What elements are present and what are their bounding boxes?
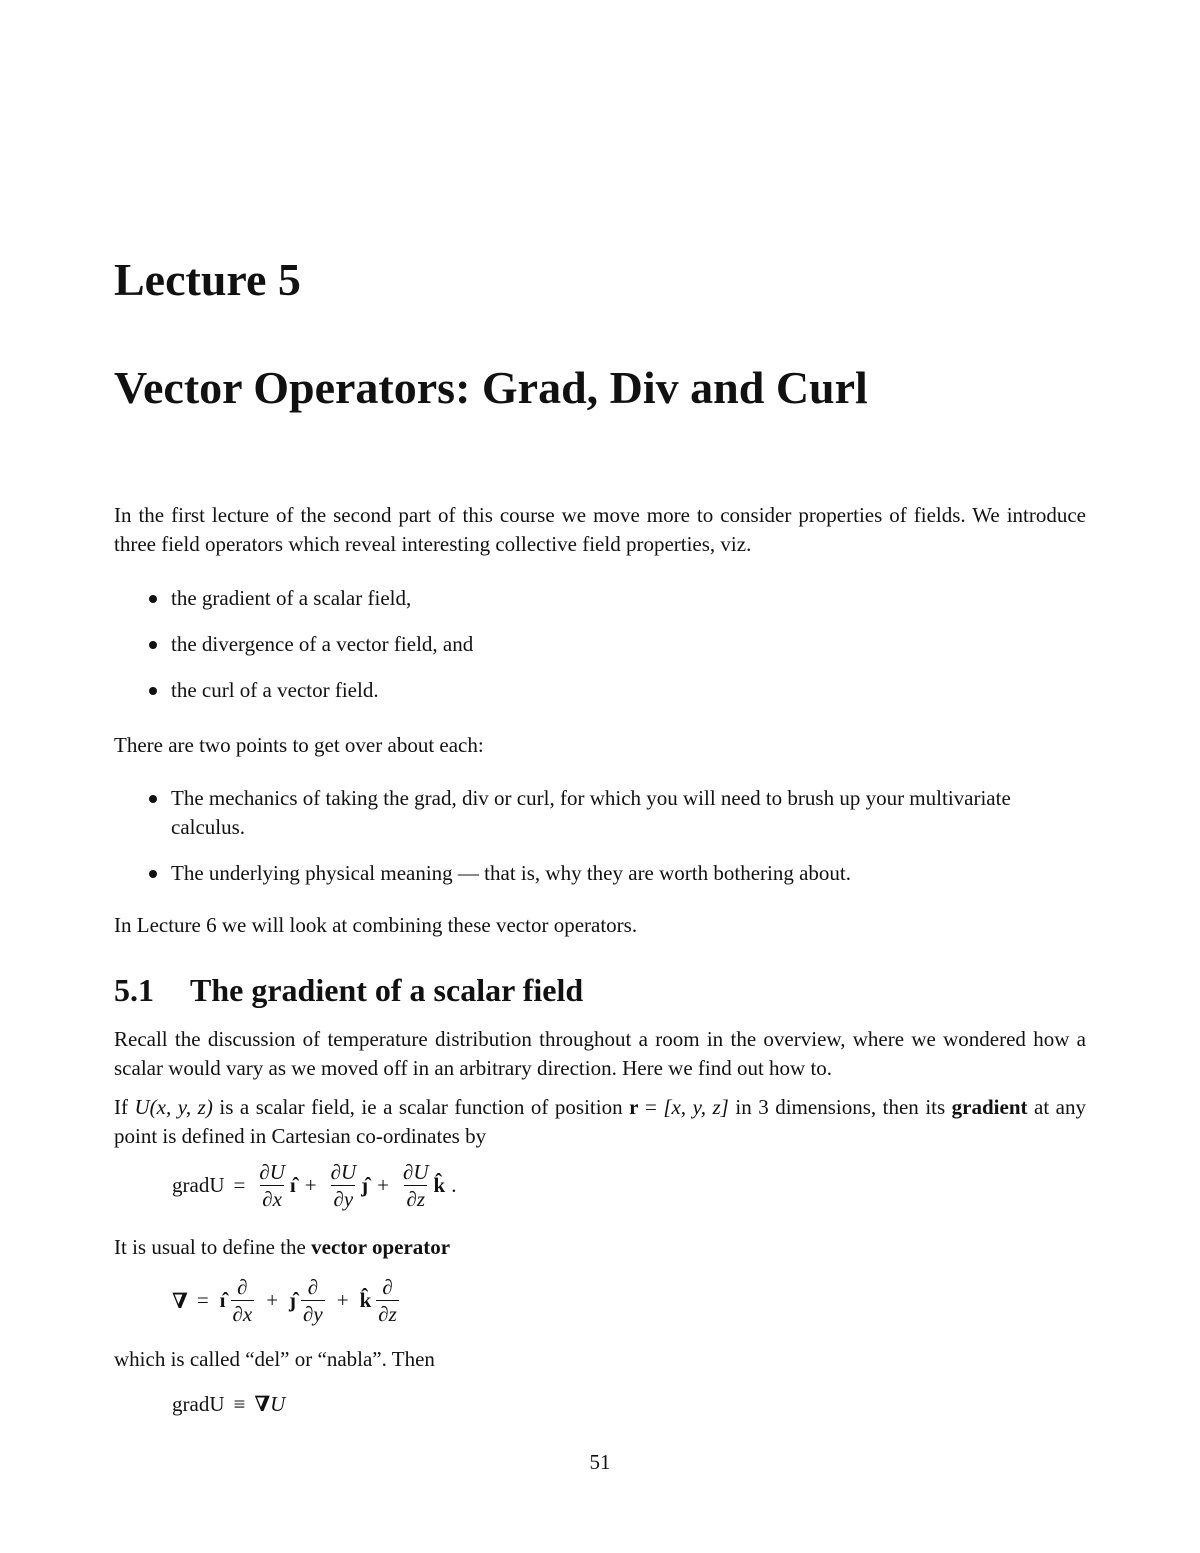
fraction: $\frac{\partial U}{\partial z}$ bbox=[402, 1160, 429, 1211]
points-list bbox=[114, 784, 1086, 888]
fraction: $\frac{\partial U}{\partial x}$ bbox=[259, 1160, 285, 1211]
list-item: the curl of a vector field. bbox=[114, 676, 1086, 705]
section-paragraph-1: Recall the discussion of temperature distribution throughout a room in the overview, where we wondered how a scalar would vary as we moved off in an arbitrary direction. Here we find out how to. bbox=[114, 1027, 1086, 1080]
unit-vector-i: ı̂ bbox=[219, 1288, 226, 1312]
section-paragraph-4: which is called “del” or “nabla”. Then bbox=[114, 1347, 435, 1371]
lecture-label: Lecture 5 bbox=[114, 254, 301, 305]
fraction: $\frac{\partial}{\partial x}$ bbox=[232, 1275, 253, 1326]
nabla-symbol: ∇ bbox=[254, 1392, 271, 1416]
bullet-icon bbox=[149, 595, 157, 603]
bullet-icon bbox=[149, 687, 157, 695]
fraction: $\frac{\partial}{\partial z}$ bbox=[378, 1275, 397, 1326]
grad-equivalence-equation: gradU ≡ ∇ U bbox=[172, 1391, 286, 1416]
fraction: $\frac{\partial}{\partial y}$ bbox=[303, 1275, 323, 1326]
unit-vector-k: k̂ bbox=[433, 1173, 446, 1197]
section-paragraph-2: If U(x, y, z) is a scalar field, ie a scalar function of position r = [x, y, z] in 3 dimensions, then its gradient at any point is defined in Cartesian co-ordinates by bbox=[114, 1095, 1087, 1148]
list-item: the gradient of a scalar field, bbox=[114, 584, 1086, 613]
bullet-icon bbox=[149, 795, 157, 803]
section-heading bbox=[114, 966, 583, 1014]
intro-paragraph-2: There are two points to get over about each: bbox=[114, 733, 484, 757]
lecture-title: Vector Operators: Grad, Div and Curl bbox=[114, 362, 868, 413]
gradient-equation: gradU = $\frac{\partial U}{\partial x}$ ı̂ + $\frac{\partial U}{\partial y}$ ȷ̂ + $\frac{\partial U}{\partial z}$ k̂ . bbox=[172, 1160, 457, 1211]
fraction: $\frac{\partial U}{\partial y}$ bbox=[330, 1160, 357, 1211]
section-title: The gradient of a scalar field bbox=[190, 972, 584, 1008]
unit-vector-j: ȷ̂ bbox=[361, 1173, 369, 1197]
list-item: The underlying physical meaning — that is, why they are worth bothering about. bbox=[114, 859, 1086, 888]
unit-vector-i: ı̂ bbox=[289, 1173, 296, 1197]
unit-vector-j: ȷ̂ bbox=[289, 1288, 297, 1312]
list-item: The mechanics of taking the grad, div or curl, for which you will need to brush up your multivariate calculus. bbox=[114, 784, 1086, 842]
intro-paragraph-3: In Lecture 6 we will look at combining these vector operators. bbox=[114, 913, 638, 937]
operators-list bbox=[114, 584, 1086, 705]
section-number: 5.1 bbox=[114, 972, 154, 1008]
list-item: the divergence of a vector field, and bbox=[114, 630, 1086, 659]
nabla-definition-equation: ∇ = ı̂ $\frac{\partial}{\partial x}$ + ȷ̂ $\frac{\partial}{\partial y}$ + k̂ $\frac{\partial}{\partial z}$ bbox=[172, 1275, 397, 1326]
unit-vector-k: k̂ bbox=[359, 1288, 372, 1312]
bullet-icon bbox=[149, 870, 157, 878]
nabla-symbol: ∇ bbox=[172, 1288, 188, 1313]
intro-paragraph-1: In the first lecture of the second part of this course we move more to consider properties of fields. We introduce three field operators which reveal interesting collective field properties, viz. bbox=[114, 503, 1086, 556]
page-number: 51 bbox=[589, 1450, 611, 1474]
section-paragraph-3: It is usual to define the vector operator bbox=[114, 1235, 451, 1259]
bullet-icon bbox=[149, 641, 157, 649]
